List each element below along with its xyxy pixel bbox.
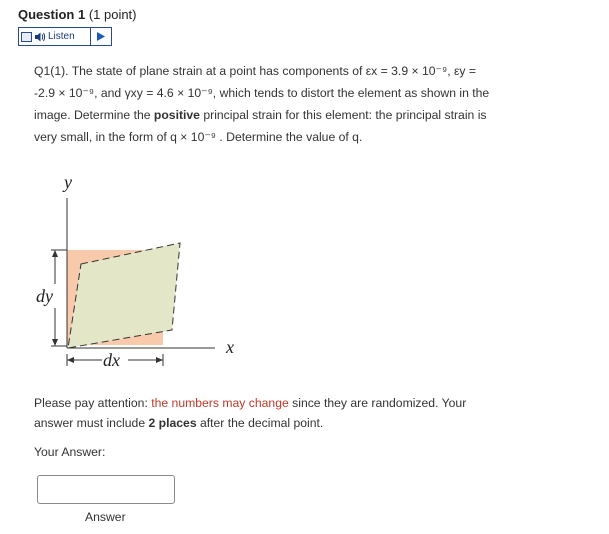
question-title <box>18 7 137 22</box>
keyboard-icon[interactable] <box>19 28 33 45</box>
x-axis-label: x <box>226 337 234 357</box>
note-decimal-places: 2 places <box>148 416 197 430</box>
problem-line-2: -2.9 × 10⁻⁹, and γxy = 4.6 × 10⁻⁹, which tends to distort the element as shown in the <box>34 86 490 100</box>
answer-input[interactable] <box>37 475 175 504</box>
dy-arrow-down <box>52 339 58 346</box>
randomization-note <box>34 393 504 433</box>
dx-arrow-right <box>156 357 163 363</box>
your-answer-label: Your Answer: <box>34 445 106 459</box>
note-end: after the decimal point. <box>196 416 324 430</box>
play-icon <box>97 32 105 41</box>
note-warning: the numbers may change <box>151 396 289 410</box>
answer-button[interactable]: Answer <box>85 510 126 524</box>
strain-element-figure <box>30 170 250 375</box>
listen-button[interactable] <box>33 28 91 45</box>
question-heading: Question 1 <box>18 7 86 22</box>
problem-statement <box>34 60 534 148</box>
problem-line-3-end: principal strain for this element: the principal strain is <box>199 108 487 122</box>
problem-line-1: Q1(1). The state of plane strain at a point has components of εx = 3.9 × 10⁻⁹, εy = <box>34 64 476 78</box>
dy-label: dy <box>36 286 53 306</box>
problem-line-3-start: image. Determine the <box>34 108 154 122</box>
problem-line-3 <box>34 104 534 126</box>
problem-line-4: very small, in the form of q × 10⁻⁹ . Determine the value of q. <box>34 130 363 144</box>
speaker-icon <box>35 32 46 42</box>
dy-arrow-up <box>52 250 58 257</box>
problem-keyword-positive: positive <box>153 108 200 122</box>
play-button[interactable] <box>91 28 111 45</box>
dx-label: dx <box>103 350 120 370</box>
question-points: (1 point) <box>88 7 137 22</box>
listen-label: Listen <box>48 31 75 42</box>
dx-arrow-left <box>67 357 74 363</box>
listen-toolbar <box>18 27 112 46</box>
note-start: Please pay attention: <box>34 396 152 410</box>
note-middle: since they are randomized. Your answer must include <box>34 396 467 430</box>
y-axis-label: y <box>64 172 72 192</box>
